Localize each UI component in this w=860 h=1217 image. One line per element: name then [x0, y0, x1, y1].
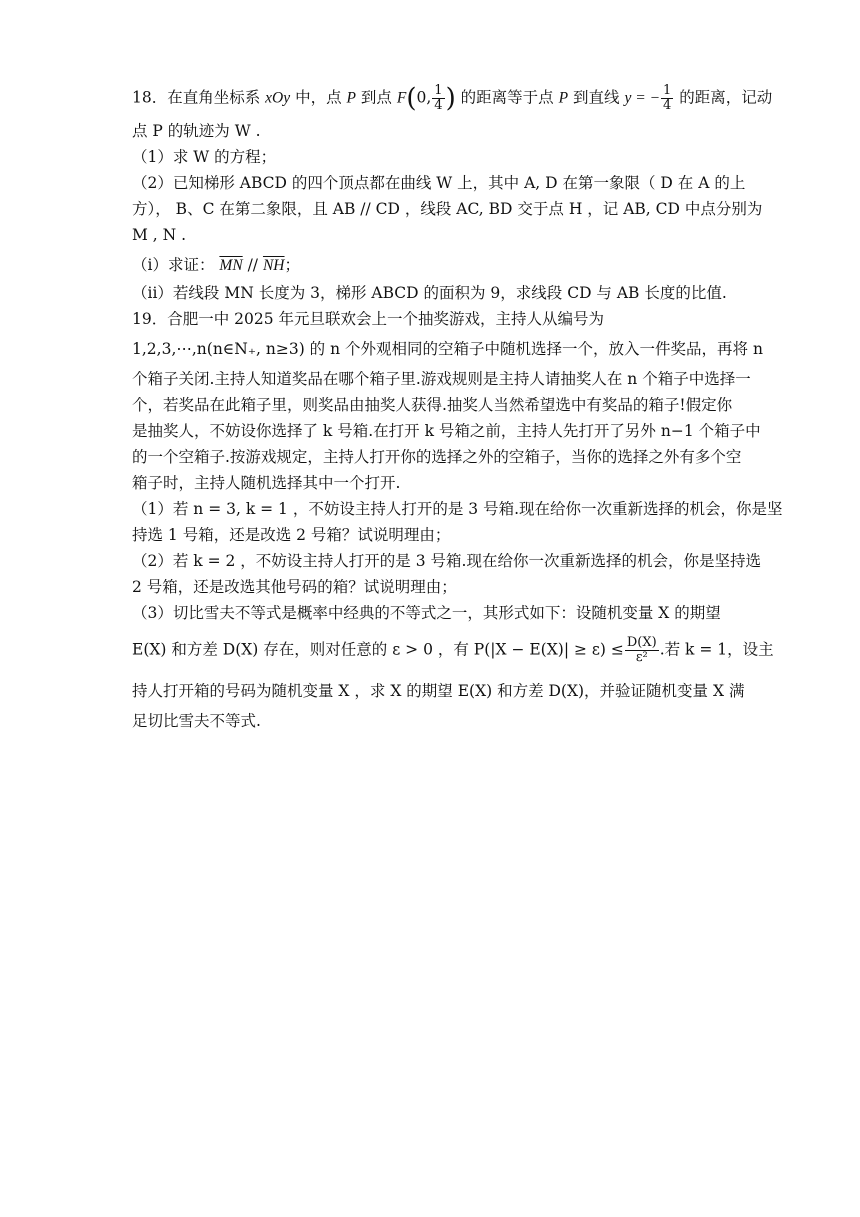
- q18-text: （i）求证：: [132, 256, 215, 274]
- fraction-quarter: $\frac{1}{4}$: [663, 83, 672, 113]
- q18-text: 中，点: [295, 88, 342, 107]
- q19-line-7: 箱子时，主持人随机选择其中一个打开.: [132, 474, 401, 492]
- fraction-chebyshev: $\frac{D(X)}{\text{ε²}}$: [626, 635, 657, 665]
- q18-part-2-line-3: M , N .: [132, 226, 187, 244]
- q19-text: E(X) 和方差 D(X) 存在，则对任意的 ε > 0 ，有 P(|X − E(X)| ≥ ε) ≤: [132, 640, 624, 659]
- vector-nh: $\overline{NH}$: [262, 257, 285, 274]
- q18-part-ii: （ii）若线段 MN 长度为 3，梯形 ABCD 的面积为 9，求线段 CD 与 AB 长度的比值.: [132, 284, 727, 302]
- q19-part-3-line-3: 持人打开箱的号码为随机变量 X ，求 X 的期望 E(X) 和方差 D(X)，并验证随机变量 X 满: [132, 682, 745, 700]
- q19-part-3-line-4: 足切比雪夫不等式.: [132, 712, 261, 730]
- q18-text: 到点: [360, 88, 392, 107]
- q19-line-6: 的一个空箱子.按游戏规定，主持人打开你的选择之外的空箱子，当你的选择之外有多个空: [132, 448, 742, 466]
- q19-part-2-line-2: 2 号箱，还是改选其他号码的箱？试说明理由；: [132, 578, 457, 596]
- q18-text: 到直线: [573, 88, 620, 107]
- math-p: P: [558, 89, 569, 107]
- q19-part-2-line-1: （2）若 k = 2 ，不妨设主持人打开的是 3 号箱.现在给你一次重新选择的机会，你是坚持选: [132, 552, 761, 570]
- q19-part-3-line-2: [132, 635, 774, 665]
- q18-text: 的距离，记动: [679, 88, 773, 107]
- q18-text: 的距离等于点: [460, 88, 554, 107]
- q18-part-i: [132, 254, 732, 277]
- q19-part-1-line-1: （1）若 n = 3, k = 1 ，不妨设主持人打开的是 3 号箱.现在给你一次重新选择的机会，你是坚: [132, 500, 783, 518]
- q18-part-2-line-1: （2）已知梯形 ABCD 的四个顶点都在曲线 W 上，其中 A, D 在第一象限（ D 在 A 的上: [132, 174, 746, 192]
- q19-text: .若 k = 1，设主: [659, 640, 774, 659]
- q19-line-1: 19．合肥一中 2025 年元旦联欢会上一个抽奖游戏，主持人从编号为: [132, 310, 605, 328]
- q18-text: ；: [284, 256, 301, 274]
- q18-line-2: 点 P 的轨迹为 W .: [132, 122, 261, 140]
- math-p: P: [346, 89, 356, 107]
- math-f: F: [396, 89, 407, 107]
- q19-line-3: 个箱子关闭.主持人知道奖品在哪个箱子里.游戏规则是主持人请抽奖人在 n 个箱子中选择一: [132, 370, 751, 388]
- q18-part-2-line-2: 方）， B、C 在第二象限，且 AB // CD ，线段 AC, BD 交于点 H ，记 AB, CD 中点分别为: [132, 200, 763, 218]
- vector-mn: $\overline{MN}$: [219, 257, 243, 274]
- math-f-args: 0,: [416, 88, 432, 107]
- q19-line-4: 个，若奖品在此箱子里，则奖品由抽奖人获得.抽奖人当然希望选中有奖品的箱子!假定你: [132, 396, 733, 414]
- q18-line-1: 18．在直角坐标系 xOy 中，点 P 到点 F(0, $\frac{1}{4}$ ) 的距离等于点 P 到直线 y = − $\frac{1}{4}$ 的距离，记动: [132, 83, 773, 114]
- parallel-symbol: //: [242, 256, 263, 274]
- math-line-eq: y = −: [624, 89, 661, 107]
- q19-part-1-line-2: 持选 1 号箱，还是改选 2 号箱？试说明理由；: [132, 526, 451, 544]
- q19-line-5: 是抽奖人，不妨设你选择了 k 号箱.在打开 k 号箱之前，主持人先打开了另外 n−1 个箱子中: [132, 422, 761, 440]
- fraction-quarter: $\frac{1}{4}$: [434, 83, 443, 113]
- q19-line-2: 1,2,3,⋯,n(n∈N₊, n≥3) 的 n 个外观相同的空箱子中随机选择一个，放入一件奖品，再将 n: [132, 340, 763, 358]
- q18-text: 18．在直角坐标系: [132, 88, 261, 107]
- q19-part-3-line-1: （3）切比雪夫不等式是概率中经典的不等式之一，其形式如下：设随机变量 X 的期望: [132, 604, 721, 622]
- math-xoy: xOy: [265, 89, 291, 107]
- q18-part-1: （1）求 W 的方程；: [132, 148, 277, 166]
